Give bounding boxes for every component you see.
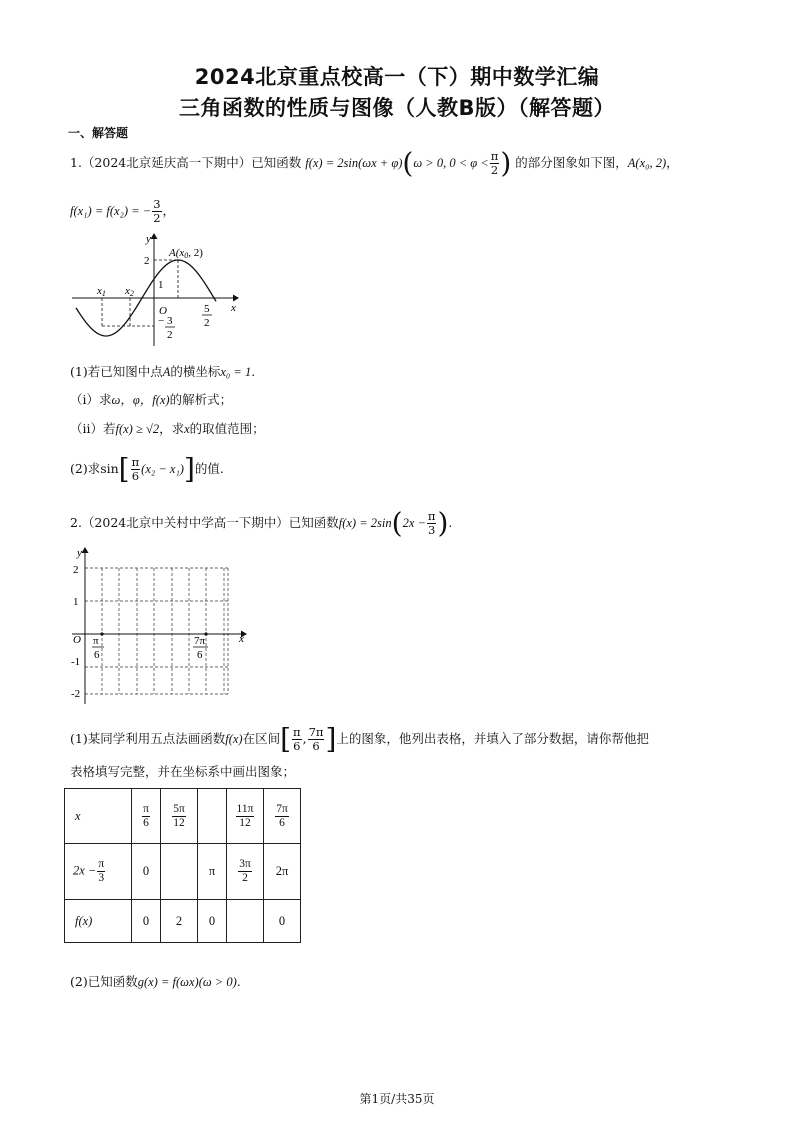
q1-part1: (1)若已知图中点A的横坐标x₀ = 1.	[70, 364, 256, 379]
svg-text:6: 6	[94, 649, 100, 661]
tick-1: 1	[73, 596, 79, 608]
row-label-2x: 2x − $\frac{\pi}{3}$	[65, 844, 132, 900]
five-point-table	[64, 788, 301, 943]
x-label: x	[239, 633, 244, 645]
table-cell: $\frac{11\pi}{12}$	[227, 789, 264, 844]
row-label-x: x	[65, 789, 132, 844]
svg-text:2: 2	[204, 317, 210, 329]
q2-part2: (2)已知函数g(x) = f(ωx)(ω > 0).	[70, 974, 241, 989]
q2-coordinate-grid	[62, 544, 252, 706]
table-cell: 0	[264, 900, 301, 943]
q1-part2: (2)求sin[ $\frac{\pi}{6}$ (x₂ − x₁)]的值.	[70, 452, 224, 486]
tick-2: 2	[73, 564, 79, 576]
table-cell: 2π	[264, 844, 301, 900]
tick-pi6: π	[93, 635, 99, 647]
table-cell: 2	[161, 900, 198, 943]
table-row	[65, 900, 301, 943]
point-a-label: A(x0, 2)	[169, 247, 203, 260]
q1-statement: 1.（2024北京延庆高一下期中）已知函数 f(x) = 2sin(ωx + φ)(ω > 0, 0 < φ < $\frac{\pi}{2}$ ) 的部分图象如下图，A(x₀, 2)，	[70, 146, 679, 180]
table-cell: 0	[132, 844, 161, 900]
q1-equal-values: f(x₁) = f(x₂) = −	[70, 204, 152, 218]
table-cell: 0	[132, 900, 161, 943]
svg-text:−: −	[158, 315, 165, 327]
tick-7pi6: 7π	[194, 635, 206, 647]
q1-condition: ω > 0, 0 < φ <	[413, 156, 489, 170]
origin-label: O	[73, 634, 81, 646]
y-label: y	[146, 233, 151, 245]
q1-sub-ii: （ii）若f(x) ≥ √2，求x的取值范围；	[70, 421, 265, 436]
page-subtitle: 三角函数的性质与图像（人教B版）（解答题）	[178, 96, 615, 120]
y-label: y	[77, 547, 82, 559]
table-cell: $\frac{\pi}{6}$	[132, 789, 161, 844]
table-cell: 0	[198, 900, 227, 943]
x-label: x	[231, 302, 236, 314]
table-row	[65, 844, 301, 900]
tick-neg1: -1	[71, 656, 81, 668]
svg-text:2: 2	[167, 329, 173, 341]
tick-neg2: -2	[71, 688, 81, 700]
svg-text:6: 6	[197, 649, 203, 661]
table-cell: $\frac{3\pi}{2}$	[227, 844, 264, 900]
q1-lead: 1.（2024北京延庆高一下期中）已知函数	[70, 155, 302, 170]
table-cell: $\frac{7\pi}{6}$	[264, 789, 301, 844]
q2-part1-cont: 表格填写完整，并在坐标系中画出图象；	[70, 764, 296, 779]
section-heading: 一、解答题	[68, 126, 129, 140]
grid-lines	[85, 568, 228, 694]
q1-sub-i: （i）求ω，φ，f(x)的解析式；	[70, 392, 233, 407]
table-cell-empty[interactable]	[227, 900, 264, 943]
q2-statement: 2.（2024北京中关村中学高一下期中）已知函数f(x) = 2sin(2x − $\frac{\pi}{3}$ ).	[70, 506, 453, 540]
origin-label: O	[159, 305, 167, 317]
q1-point-a: A(x₀, 2)	[627, 156, 667, 170]
q1-sine-graph	[66, 228, 246, 348]
table-cell-empty[interactable]	[161, 844, 198, 900]
x1-label: x1	[97, 285, 106, 298]
table-cell-empty[interactable]	[198, 789, 227, 844]
page-footer: 第1页/共35页	[359, 1092, 435, 1106]
svg-text:5: 5	[204, 303, 210, 315]
q1-line2: f(x₁) = f(x₂) = − $\frac{3}{2}$ ，	[70, 197, 176, 225]
table-cell: $\frac{5\pi}{12}$	[161, 789, 198, 844]
table-cell: π	[198, 844, 227, 900]
q1-function: f(x) = 2sin(ωx + φ)	[305, 156, 403, 170]
q1-tail: 的部分图象如下图，	[515, 155, 628, 170]
q2-part1: (1)某同学利用五点法画函数f(x)在区间[ $\frac{\pi}{6}$ , $\frac{7\pi}{6}$ ]上的图象，他列出表格，并填入了部分数据，请你帮他把	[70, 722, 649, 756]
tick-2: 2	[144, 255, 150, 267]
svg-text:3: 3	[167, 315, 173, 327]
table-row	[65, 789, 301, 844]
x2-label: x2	[125, 285, 134, 298]
page-title: 2024北京重点校高一（下）期中数学汇编	[194, 65, 600, 89]
tick-1: 1	[158, 279, 164, 291]
row-label-fx: f(x)	[65, 900, 132, 943]
